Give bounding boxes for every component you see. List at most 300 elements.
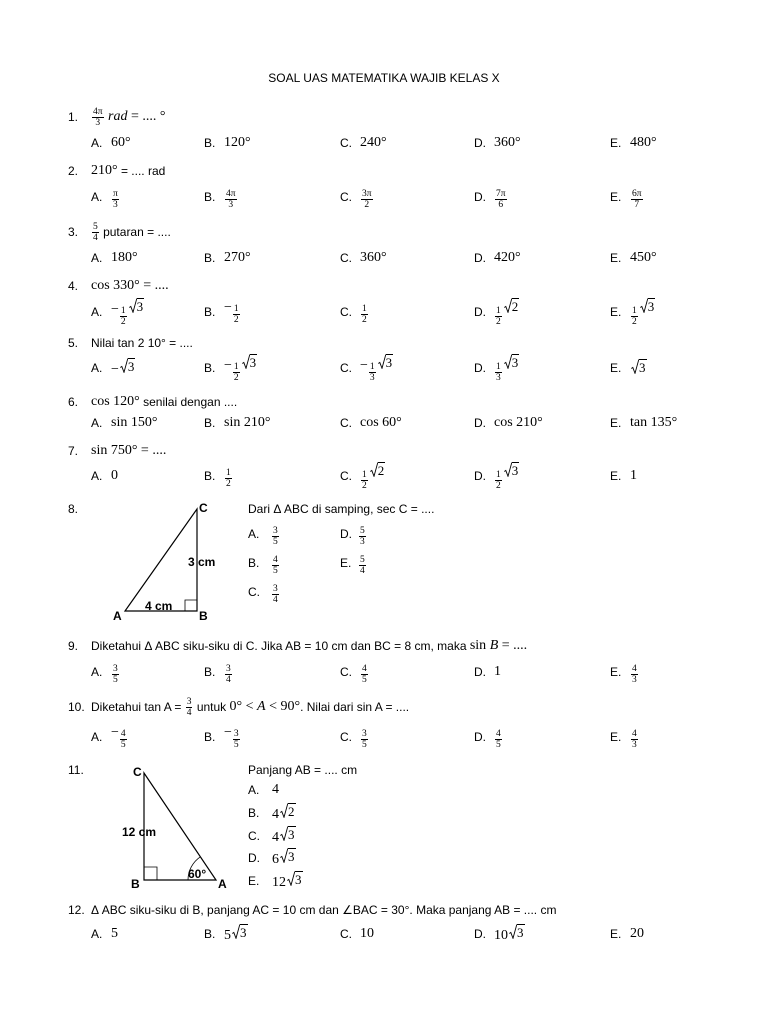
option-e [610, 133, 657, 153]
fraction-denominator: 3 [113, 199, 118, 210]
answer-options [0, 298, 768, 327]
radicand: 3 [639, 360, 646, 375]
fraction-denominator: 4 [226, 674, 231, 685]
option-a [91, 358, 135, 378]
radicand: 3 [385, 354, 393, 370]
option-value [224, 725, 241, 750]
option-label: B. [204, 251, 216, 265]
fraction-numerator: 4 [273, 554, 278, 565]
option-value [630, 468, 637, 484]
option-label: B. [204, 730, 216, 744]
radicand: 3 [127, 359, 135, 374]
vertex-a-label: A [113, 609, 122, 623]
math-run: 450° [630, 250, 657, 265]
option-b [204, 466, 233, 489]
option-e [610, 466, 637, 486]
option-e [610, 298, 655, 327]
option-label: A. [91, 927, 103, 941]
fraction-denominator: 2 [496, 480, 501, 491]
vertex-b-label: B [131, 877, 140, 891]
radical-sign-icon [631, 359, 639, 374]
vertex-b-label: B [199, 609, 208, 623]
square-root [232, 924, 248, 939]
fraction [272, 555, 279, 576]
fraction [233, 729, 240, 750]
option-value [630, 185, 644, 210]
option-label: B. [248, 806, 260, 820]
option-d [474, 727, 503, 750]
option-e [610, 413, 677, 433]
math-run: 1 [494, 664, 501, 679]
fraction-denominator: 5 [273, 536, 278, 547]
fraction [225, 468, 232, 489]
option-c [340, 248, 387, 268]
fraction [495, 729, 502, 750]
option-value [224, 300, 241, 325]
answer-options [0, 924, 768, 944]
fraction-denominator: 3 [369, 372, 375, 383]
option-value [272, 803, 296, 823]
question-text [248, 499, 434, 519]
option-label: D. [248, 851, 260, 865]
option-c [340, 302, 369, 325]
right-triangle-figure [115, 760, 235, 895]
option-label: B. [204, 469, 216, 483]
question-number: 9. [68, 639, 79, 653]
option-label: C. [340, 416, 352, 430]
option-a [91, 724, 128, 750]
square-root [504, 462, 520, 477]
fraction-numerator: 1 [362, 303, 367, 314]
radicand: 3 [295, 872, 302, 887]
math-variable: A [257, 699, 266, 714]
fraction [361, 189, 373, 210]
fraction-denominator: 2 [362, 480, 367, 491]
math-run: − [224, 299, 232, 315]
fraction-denominator: 5 [362, 739, 367, 750]
math-run: sin 750° = .... [91, 443, 167, 458]
math-run: 20 [630, 926, 644, 941]
option-a [91, 133, 131, 153]
fraction [359, 555, 366, 576]
right-angle-marker [185, 600, 197, 611]
radicand: 3 [517, 925, 524, 940]
radical-sign-icon [287, 871, 295, 886]
question-number: 7. [68, 444, 79, 458]
option-value [358, 522, 367, 547]
option-d [474, 187, 508, 210]
question-stem [91, 161, 165, 181]
option-label: A. [91, 730, 103, 744]
fraction-numerator: 3 [233, 728, 239, 739]
option-label: D. [474, 665, 486, 679]
radicand: 3 [288, 849, 295, 864]
fraction-denominator: 3 [496, 372, 501, 383]
option-label: E. [610, 665, 622, 679]
option-value [272, 871, 303, 891]
option-label: C. [248, 829, 260, 843]
option-value [111, 185, 120, 210]
option-label: E. [610, 730, 622, 744]
question-number: 3. [68, 225, 79, 239]
option-d [474, 924, 525, 944]
math-run: 360° [494, 135, 521, 150]
question-stem [91, 392, 237, 412]
vertex-c-label: C [199, 501, 208, 515]
question-stem [91, 276, 169, 296]
option-label: D. [474, 190, 486, 204]
fraction-numerator: 5 [360, 554, 365, 565]
option-a [91, 298, 144, 327]
radicand: 3 [511, 354, 519, 370]
option-label: A. [91, 190, 103, 204]
option-value [272, 848, 296, 868]
radical-sign-icon [504, 298, 512, 313]
option-b [204, 133, 251, 153]
option-label: A. [248, 527, 260, 541]
option-c [340, 187, 374, 210]
option-b [248, 553, 280, 576]
option-value [272, 826, 296, 846]
fraction-numerator: 3π [362, 188, 372, 199]
fraction-denominator: 3 [632, 739, 637, 750]
text-run: Diketahui tan A = [91, 700, 185, 714]
option-label: D. [474, 251, 486, 265]
option-c [340, 133, 387, 153]
square-root [129, 298, 145, 313]
option-label: C. [340, 730, 352, 744]
fraction-denominator: 2 [226, 478, 231, 489]
option-b [204, 187, 238, 210]
option-value [360, 250, 387, 266]
option-label: D. [474, 416, 486, 430]
radicand: 3 [136, 298, 144, 314]
option-e [610, 187, 644, 210]
option-value [494, 298, 519, 327]
text-run: Nilai tan 2 10° = .... [91, 336, 193, 350]
answer-options [0, 462, 768, 491]
square-root [120, 358, 136, 373]
question-number: 11. [68, 763, 84, 777]
right-triangle-figure [105, 495, 220, 625]
text-run: untuk [193, 700, 230, 714]
radicand: 3 [511, 462, 519, 478]
math-run: cos 60° [360, 415, 402, 430]
fraction-denominator: 3 [632, 674, 637, 685]
option-d [474, 413, 543, 433]
fraction-numerator: 4 [362, 663, 367, 674]
fraction-numerator: 4π [93, 106, 103, 117]
math-run: sin 150° [111, 415, 158, 430]
option-d [474, 662, 501, 682]
math-run: 12 [272, 875, 286, 890]
fraction-denominator: 2 [233, 372, 239, 383]
math-run: cos 120° [91, 394, 140, 409]
fraction [186, 697, 193, 718]
fraction-numerator: 3 [113, 663, 118, 674]
option-label: E. [610, 361, 622, 375]
math-run: 5 [224, 928, 231, 943]
fraction [495, 189, 507, 210]
fraction-denominator: 4 [93, 232, 98, 243]
fraction-numerator: 6π [632, 188, 642, 199]
option-e [610, 924, 644, 944]
option-b [204, 299, 241, 325]
text-run: Panjang AB = .... cm [248, 763, 358, 777]
option-b [204, 248, 251, 268]
fraction-denominator: 5 [113, 674, 118, 685]
side-ab-label: 4 cm [145, 599, 173, 613]
fraction-numerator: 1 [233, 361, 239, 372]
fraction [92, 222, 99, 243]
question-number: 1. [68, 110, 79, 124]
text-run: putaran = .... [99, 225, 171, 239]
fraction [631, 664, 638, 685]
option-label: B. [204, 190, 216, 204]
option-value [111, 926, 118, 942]
option-value [630, 926, 644, 942]
option-value [111, 415, 157, 431]
option-c [340, 662, 369, 685]
fraction-numerator: 5 [93, 221, 98, 232]
radical-sign-icon [242, 354, 250, 369]
fraction [359, 526, 366, 547]
option-a [91, 662, 120, 685]
math-run: 5 [111, 926, 118, 941]
radical-sign-icon [232, 924, 240, 939]
option-label: A. [91, 469, 103, 483]
option-e [610, 727, 639, 750]
math-run: 6 [272, 852, 279, 867]
option-e [610, 662, 639, 685]
question-stem [91, 333, 193, 353]
fraction [112, 664, 119, 685]
radicand: 3 [240, 925, 247, 940]
fraction-numerator: 7π [496, 188, 506, 199]
option-value [111, 725, 128, 750]
fraction [495, 306, 502, 327]
radicand: 2 [288, 804, 295, 819]
option-value [360, 415, 402, 431]
fraction-numerator: 1 [226, 467, 231, 478]
option-value [360, 300, 369, 325]
option-label: C. [248, 585, 260, 599]
fraction-numerator: 1 [496, 361, 501, 372]
fraction [272, 526, 279, 547]
fraction-numerator: 1 [362, 469, 367, 480]
question-number: 5. [68, 336, 79, 350]
side-cb-label: 12 cm [122, 825, 157, 839]
question-number: 2. [68, 164, 79, 178]
radicand: 2 [377, 462, 385, 478]
fraction-denominator: 4 [186, 707, 192, 718]
question-number: 12. [68, 903, 85, 917]
vertex-a-label: A [218, 877, 227, 891]
fraction-numerator: 3 [273, 525, 278, 536]
option-value [360, 926, 374, 942]
option-c [340, 462, 385, 491]
answer-options [0, 133, 768, 153]
option-value [630, 135, 657, 151]
math-run: 120° [224, 135, 251, 150]
option-label: B. [204, 305, 216, 319]
option-d [474, 462, 519, 491]
option-value [224, 415, 270, 431]
fraction [225, 189, 237, 210]
square-root [640, 298, 656, 313]
question-stem [91, 107, 166, 127]
option-label: D. [340, 527, 352, 541]
option-label: B. [204, 665, 216, 679]
math-run: cos 330° = .... [91, 278, 169, 293]
option-label: D. [474, 469, 486, 483]
option-e [340, 553, 367, 576]
option-d [474, 133, 521, 153]
fraction [272, 584, 279, 605]
answer-options [0, 187, 768, 210]
square-root [631, 359, 647, 374]
option-label: A. [91, 361, 103, 375]
radical-sign-icon [280, 848, 288, 863]
fraction-numerator: 1 [369, 361, 375, 372]
question-text [248, 760, 357, 780]
option-label: E. [610, 136, 622, 150]
option-value [360, 354, 393, 383]
square-root [370, 462, 386, 477]
radical-sign-icon [509, 924, 517, 939]
fraction-denominator: 2 [362, 314, 367, 325]
fraction-numerator: 4 [496, 728, 501, 739]
fraction [631, 306, 638, 327]
math-run: − [360, 357, 368, 373]
vertex-c-label: C [133, 765, 142, 779]
text-run: senilai dengan .... [139, 395, 238, 409]
radical-sign-icon [120, 358, 128, 373]
text-run: = .... rad [117, 164, 166, 178]
fraction [112, 189, 119, 210]
option-value [494, 924, 525, 944]
option-label: D. [474, 305, 486, 319]
fraction-numerator: 1 [632, 305, 637, 316]
option-label: D. [474, 136, 486, 150]
option-value [360, 462, 385, 491]
option-value [494, 250, 521, 266]
radical-sign-icon [378, 354, 386, 369]
math-run: − [111, 724, 119, 740]
option-value [224, 354, 257, 383]
fraction-denominator: 2 [496, 316, 501, 327]
question-stem [91, 636, 527, 656]
option-value [630, 359, 647, 377]
fraction [233, 362, 240, 383]
text-run: . Nilai dari sin A = .... [300, 700, 410, 714]
option-value [630, 725, 639, 750]
square-root [287, 871, 303, 886]
radicand: 2 [511, 298, 519, 314]
option-value [224, 185, 238, 210]
side-cb-label: 3 cm [188, 555, 216, 569]
math-run: − [111, 301, 119, 317]
math-run: = .... ° [127, 109, 166, 124]
option-label: A. [91, 251, 103, 265]
option-a [91, 924, 118, 944]
math-run: − [224, 357, 232, 373]
fraction-numerator: 4π [226, 188, 236, 199]
option-value [111, 250, 138, 266]
option-label: E. [610, 469, 622, 483]
math-run: 60° [111, 135, 131, 150]
option-value [630, 660, 639, 685]
option-a [91, 466, 118, 486]
fraction-denominator: 5 [362, 674, 367, 685]
option-label: D. [474, 361, 486, 375]
square-root [280, 848, 296, 863]
option-label: E. [610, 251, 622, 265]
square-root [378, 354, 394, 369]
triangle-abc [125, 509, 197, 611]
math-run: 270° [224, 250, 251, 265]
option-label: A. [91, 416, 103, 430]
fraction-numerator: 3 [186, 696, 192, 707]
option-value [111, 468, 118, 484]
text-run: Diketahui Δ ABC siku-siku di C. Jika AB = 10 cm dan BC = 8 cm, maka [91, 639, 470, 653]
question-number: 10. [68, 700, 85, 714]
answer-options [0, 724, 768, 750]
option-value [494, 415, 543, 431]
fraction [495, 470, 502, 491]
fraction-numerator: 3 [273, 583, 278, 594]
option-label: A. [91, 136, 103, 150]
math-variable: rad [104, 109, 128, 124]
option-a [248, 780, 279, 800]
option-d [474, 298, 519, 327]
answer-options [0, 248, 768, 268]
option-label: C. [340, 469, 352, 483]
question-number: 6. [68, 395, 79, 409]
fraction-numerator: 4 [632, 663, 637, 674]
fraction-denominator: 5 [496, 739, 501, 750]
option-value [358, 551, 367, 576]
fraction [233, 304, 240, 325]
fraction-denominator: 2 [364, 199, 370, 210]
option-value [111, 298, 144, 327]
option-a [248, 524, 280, 547]
math-run: sin 210° [224, 415, 271, 430]
fraction-denominator: 2 [233, 314, 239, 325]
option-label: E. [610, 305, 622, 319]
question-stem [91, 222, 171, 242]
option-label: C. [340, 361, 352, 375]
option-label: C. [340, 190, 352, 204]
math-run: < 90° [265, 699, 301, 714]
option-c [340, 924, 374, 944]
fraction-denominator: 5 [273, 565, 278, 576]
option-value [111, 358, 135, 378]
option-a [91, 187, 120, 210]
fraction-numerator: 1 [233, 303, 239, 314]
fraction-numerator: 1 [496, 305, 501, 316]
fraction [120, 729, 127, 750]
option-b [248, 803, 296, 823]
option-value [224, 924, 248, 944]
math-run: − [111, 362, 119, 377]
option-label: A. [91, 305, 103, 319]
option-c [248, 826, 296, 846]
fraction-denominator: 3 [95, 117, 101, 128]
option-value [630, 415, 677, 431]
fraction-numerator: 3 [226, 663, 231, 674]
fraction [361, 304, 368, 325]
